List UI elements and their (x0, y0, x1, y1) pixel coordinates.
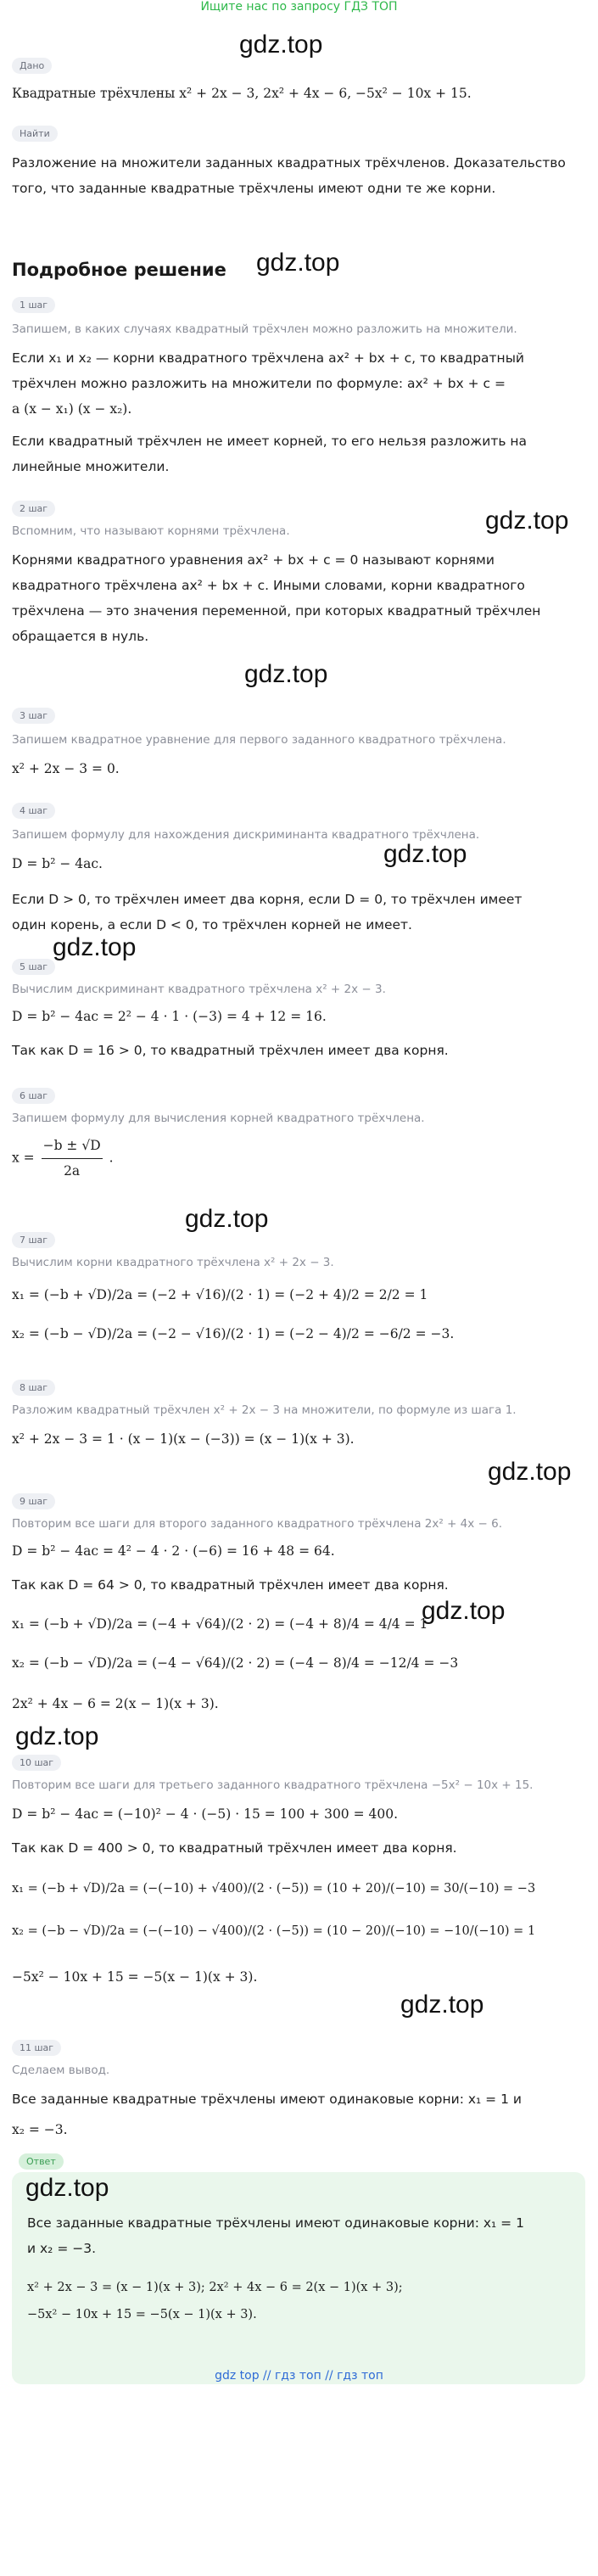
step-hint: Повторим все шаги для второго заданного квадратного трёхчлена 2x² + 4x − 6. (12, 1517, 503, 1531)
step-badge: 3 шаг (12, 708, 55, 724)
step-formula: D = b² − 4ac = 4² − 4 · 2 · (−6) = 16 + 48 = 64. (12, 1543, 335, 1559)
formula-fraction (42, 1134, 103, 1184)
given-text: Квадратные трёхчлены x² + 2x − 3, 2x² + 4x − 6, −5x² − 10x + 15. (12, 86, 472, 101)
solution-title: Подробное решение (12, 260, 226, 280)
step-text: трёхчлен можно разложить на множители по формуле: ax² + bx + c = (12, 376, 506, 391)
step-badge: 9 шаг (12, 1493, 55, 1509)
step-text: Если x₁ и x₂ — корни квадратного трёхчлена ax² + bx + c, то квадратный (12, 350, 525, 366)
watermark: gdz.top (485, 507, 569, 535)
find-badge: Найти (12, 126, 58, 142)
step-hint: Запишем формулу для нахождения дискриминанта квадратного трёхчлена. (12, 828, 480, 842)
step-text: обращается в нуль. (12, 629, 149, 644)
root-formula: x₂ = (−b − √D)/2a = (−(−10) − √400)/(2 · (−5)) = (10 − 20)/(−10) = −10/(−10) = 1 (12, 1924, 536, 1938)
step-formula: D = b² − 4ac = 2² − 4 · 1 · (−3) = 4 + 12 = 16. (12, 1009, 327, 1024)
formula-end: . (109, 1150, 114, 1166)
root-formula: x₁ = (−b + √D)/2a = (−(−10) + √400)/(2 · (−5)) = (10 + 20)/(−10) = 30/(−10) = −3 (12, 1882, 536, 1896)
step-hint: Вспомним, что называют корнями трёхчлена. (12, 524, 290, 538)
given-badge: Дано (12, 58, 52, 74)
find-text-line1: Разложение на множители заданных квадратных трёхчленов. Доказательство (12, 155, 566, 171)
root-formula: x₁ = (−b + √D)/2a = (−2 + √16)/(2 · 1) = (−2 + 4)/2 = 2/2 = 1 (12, 1287, 428, 1302)
step-text: трёхчлена — это значения переменной, при которых квадратный трёхчлен (12, 603, 541, 619)
watermark: gdz.top (400, 1991, 484, 2019)
step-text: x₂ = −3. (12, 2122, 68, 2137)
step-badge: 6 шаг (12, 1088, 55, 1104)
step-hint: Повторим все шаги для третьего заданного квадратного трёхчлена −5x² − 10x + 15. (12, 1778, 534, 1792)
step-formula: x² + 2x − 3 = 0. (12, 761, 120, 776)
step-badge: 11 шаг (12, 2040, 61, 2056)
fraction-denominator: 2a (64, 1163, 81, 1179)
fraction-numerator: −b ± √D (42, 1134, 103, 1159)
step-formula: a (x − x₁) (x − x₂). (12, 401, 132, 417)
step-text: линейные множители. (12, 459, 170, 474)
answer-formula: x² + 2x − 3 = (x − 1)(x + 3); 2x² + 4x − 6 = 2(x − 1)(x + 3); (27, 2281, 403, 2294)
watermark: gdz.top (185, 1205, 269, 1233)
step-text: Так как D = 64 > 0, то квадратный трёхчлен имеет два корня. (12, 1577, 449, 1593)
answer-text: и x₂ = −3. (27, 2241, 97, 2256)
step-formula: D = b² − 4ac. (12, 856, 103, 871)
step-badge: 8 шаг (12, 1380, 55, 1396)
step-hint: Запишем формулу для вычисления корней квадратного трёхчлена. (12, 1112, 425, 1125)
step-hint: Вычислим корни квадратного трёхчлена x² + 2x − 3. (12, 1256, 334, 1269)
step-formula: −5x² − 10x + 15 = −5(x − 1)(x + 3). (12, 1969, 258, 1985)
bottom-links[interactable]: gdz top // гдз топ // гдз топ (215, 2369, 383, 2383)
watermark: gdz.top (239, 31, 323, 59)
find-text-line2: того, что заданные квадратные трёхчлены имеют одни те же корни. (12, 181, 496, 196)
formula-lhs: x = (12, 1150, 35, 1166)
step-text: Если D > 0, то трёхчлен имеет два корня, если D = 0, то трёхчлен имеет (12, 892, 523, 907)
step-hint: Разложим квадратный трёхчлен x² + 2x − 3 на множители, по формуле из шага 1. (12, 1403, 517, 1417)
root-formula: x₁ = (−b + √D)/2a = (−4 + √64)/(2 · 2) = (−4 + 8)/4 = 4/4 = 1 (12, 1616, 428, 1632)
watermark: gdz.top (25, 2174, 109, 2202)
step-text: Корнями квадратного уравнения ax² + bx + c = 0 называют корнями (12, 552, 495, 568)
root-formula: x₂ = (−b − √D)/2a = (−2 − √16)/(2 · 1) = (−2 − 4)/2 = −6/2 = −3. (12, 1326, 455, 1341)
watermark: gdz.top (256, 249, 340, 277)
watermark: gdz.top (422, 1597, 506, 1625)
step-formula: D = b² − 4ac = (−10)² − 4 · (−5) · 15 = 100 + 300 = 400. (12, 1806, 399, 1822)
step-badge: 10 шаг (12, 1755, 61, 1771)
step-text: Все заданные квадратные трёхчлены имеют одинаковые корни: x₁ = 1 и (12, 2092, 522, 2107)
watermark: gdz.top (15, 1722, 99, 1750)
step-hint: Сделаем вывод. (12, 2064, 110, 2077)
answer-badge: Ответ (19, 2153, 64, 2170)
step-hint: Вычислим дискриминант квадратного трёхчлена x² + 2x − 3. (12, 983, 386, 996)
step-badge: 4 шаг (12, 803, 55, 819)
watermark: gdz.top (244, 660, 328, 688)
root-formula: x₂ = (−b − √D)/2a = (−4 − √64)/(2 · 2) = (−4 − 8)/4 = −12/4 = −3 (12, 1655, 459, 1671)
answer-text: Все заданные квадратные трёхчлены имеют одинаковые корни: x₁ = 1 (27, 2215, 524, 2231)
step-text: квадратного трёхчлена ax² + bx + c. Иными словами, корни квадратного (12, 578, 525, 593)
step-text: один корень, а если D < 0, то трёхчлен корней не имеет. (12, 917, 412, 932)
top-search-link[interactable]: Ищите нас по запросу ГДЗ ТОП (200, 0, 398, 14)
answer-formula: −5x² − 10x + 15 = −5(x − 1)(x + 3). (27, 2308, 257, 2321)
step-hint: Запишем, в каких случаях квадратный трёхчлен можно разложить на множители. (12, 322, 517, 336)
step-text: Так как D = 400 > 0, то квадратный трёхчлен имеет два корня. (12, 1840, 457, 1856)
watermark: gdz.top (383, 840, 467, 868)
watermark: gdz.top (488, 1458, 572, 1486)
step-hint: Запишем квадратное уравнение для первого заданного квадратного трёхчлена. (12, 733, 506, 747)
step-text: Так как D = 16 > 0, то квадратный трёхчлен имеет два корня. (12, 1043, 449, 1058)
step-formula: 2x² + 4x − 6 = 2(x − 1)(x + 3). (12, 1696, 219, 1711)
watermark: gdz.top (53, 933, 137, 961)
step-badge: 7 шаг (12, 1232, 55, 1248)
step-badge: 1 шаг (12, 297, 55, 313)
step-formula: x² + 2x − 3 = 1 · (x − 1)(x − (−3)) = (x − 1)(x + 3). (12, 1431, 355, 1447)
step-badge: 5 шаг (12, 959, 55, 975)
step-badge: 2 шаг (12, 501, 55, 517)
step-formula (12, 1134, 585, 1184)
step-text: Если квадратный трёхчлен не имеет корней, то его нельзя разложить на (12, 434, 528, 449)
